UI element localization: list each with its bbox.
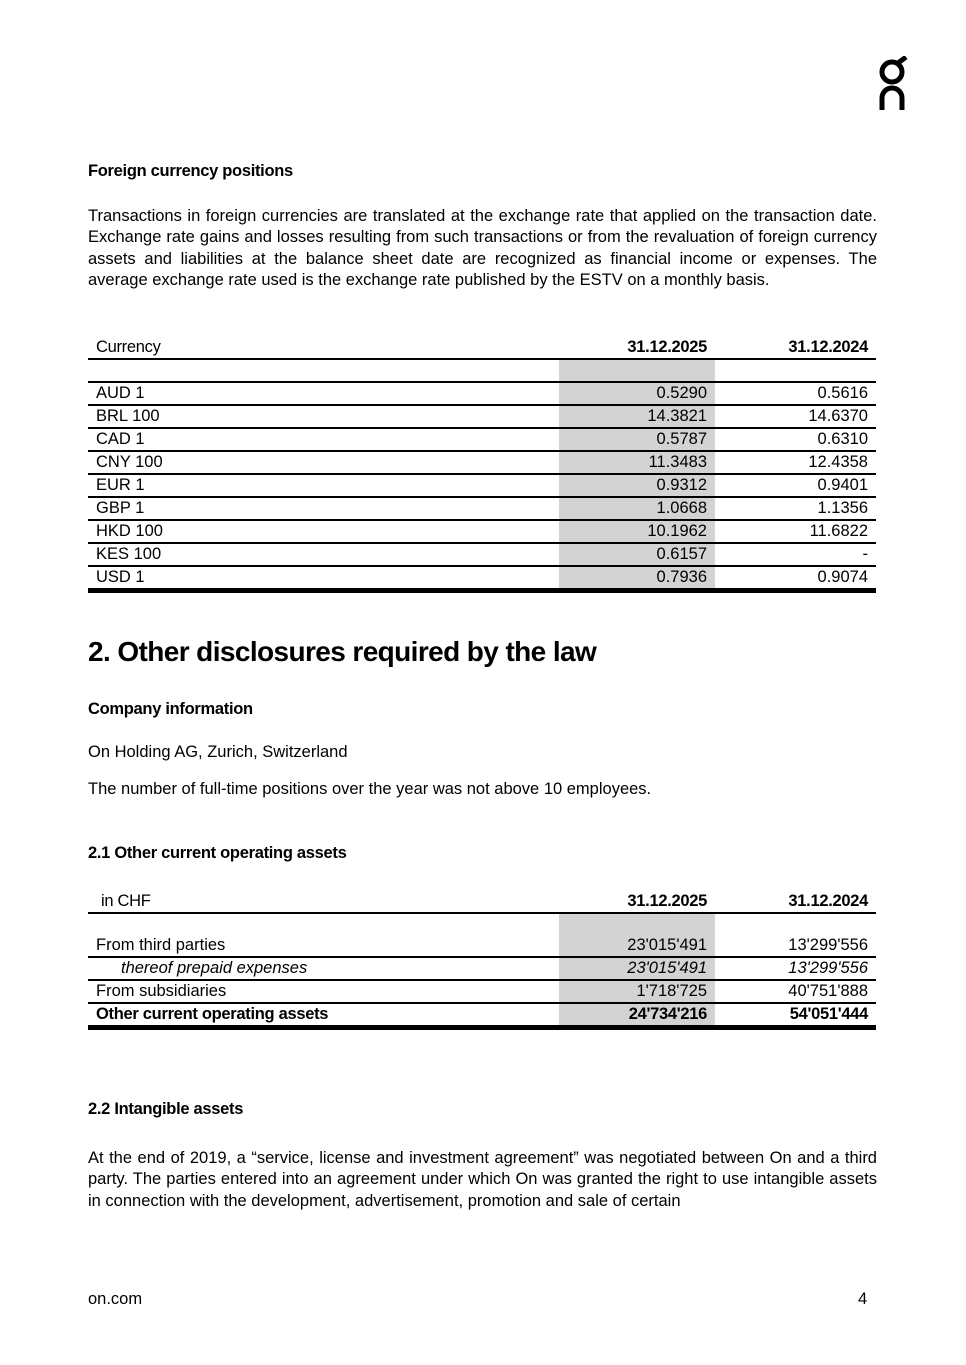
- value-2024: 13'299'556: [715, 957, 876, 980]
- column-header-unit: in CHF: [88, 891, 559, 913]
- value-2025: 11.3483: [559, 451, 715, 474]
- column-header-2025: 31.12.2025: [559, 337, 715, 359]
- on-logo-icon: [876, 56, 912, 112]
- other-assets-table: [88, 891, 876, 1030]
- value-2024: 1.1356: [715, 497, 876, 520]
- row-label: HKD 100: [88, 520, 559, 543]
- row-label: thereof prepaid expenses: [88, 957, 559, 980]
- currency-table: [88, 337, 876, 593]
- table-row: [88, 382, 876, 405]
- row-label: Other current operating assets: [88, 1003, 559, 1028]
- value-2025: 1.0668: [559, 497, 715, 520]
- table-row: [88, 474, 876, 497]
- company-info-title: Company information: [88, 700, 253, 718]
- table-row: [88, 957, 876, 980]
- table-row: [88, 497, 876, 520]
- value-2025: 0.7936: [559, 566, 715, 591]
- table-header-row: [88, 337, 876, 359]
- value-2025: 14.3821: [559, 405, 715, 428]
- value-2024: 40'751'888: [715, 980, 876, 1003]
- value-2025: 0.9312: [559, 474, 715, 497]
- value-2024: 0.9401: [715, 474, 876, 497]
- value-2025: 0.5787: [559, 428, 715, 451]
- row-label: From subsidiaries: [88, 980, 559, 1003]
- employees-line: The number of full-time positions over the year was not above 10 employees.: [88, 780, 652, 798]
- row-label: AUD 1: [88, 382, 559, 405]
- column-header-2024: 31.12.2024: [715, 891, 876, 913]
- column-header-2024: 31.12.2024: [715, 337, 876, 359]
- page-number: 4: [858, 1290, 868, 1308]
- footer-site: on.com: [88, 1290, 143, 1308]
- table-total-row: [88, 1003, 876, 1028]
- table-row: [88, 520, 876, 543]
- row-label: BRL 100: [88, 405, 559, 428]
- value-2025: 0.5290: [559, 382, 715, 405]
- table-row: [88, 543, 876, 566]
- column-header-currency: Currency: [88, 337, 559, 359]
- table-row: [88, 980, 876, 1003]
- value-2024: 54'051'444: [715, 1003, 876, 1028]
- foreign-currency-paragraph: Transactions in foreign currencies are translated at the exchange rate that applied on the transaction date. Exchange rate gains and losses resulting from such transactions or from the revaluation of foreign currency assets and liabilities at the balance sheet date are recognized as financial income or expenses. The average exchange rate used is the exchange rate published by the ESTV on a monthly basis.: [88, 207, 877, 290]
- other-assets-title: 2.1 Other current operating assets: [88, 844, 347, 862]
- value-2025: 23'015'491: [559, 957, 715, 980]
- value-2024: 14.6370: [715, 405, 876, 428]
- intangible-assets-title: 2.2 Intangible assets: [88, 1100, 244, 1118]
- value-2025: 24'734'216: [559, 1003, 715, 1028]
- table-header-row: [88, 891, 876, 913]
- value-2024: 0.6310: [715, 428, 876, 451]
- row-label: CAD 1: [88, 428, 559, 451]
- value-2024: 0.9074: [715, 566, 876, 591]
- value-2025: 1'718'725: [559, 980, 715, 1003]
- value-2025: 23'015'491: [559, 935, 715, 957]
- intangible-assets-paragraph: At the end of 2019, a “service, license and investment agreement” was negotiated between On and a third party. The parties entered into an agreement under which On was granted the right to use intangible assets in connection with the development, advertisement, promotion and sale of certain: [88, 1149, 877, 1210]
- table-row: [88, 566, 876, 591]
- value-2025: 10.1962: [559, 520, 715, 543]
- value-2025: 0.6157: [559, 543, 715, 566]
- value-2024: 0.5616: [715, 382, 876, 405]
- value-2024: 12.4358: [715, 451, 876, 474]
- row-label: CNY 100: [88, 451, 559, 474]
- row-label: EUR 1: [88, 474, 559, 497]
- company-info-line: On Holding AG, Zurich, Switzerland: [88, 743, 348, 761]
- row-label: KES 100: [88, 543, 559, 566]
- value-2024: 11.6822: [715, 520, 876, 543]
- section-heading: 2. Other disclosures required by the law: [88, 636, 597, 667]
- table-row: [88, 451, 876, 474]
- row-label: GBP 1: [88, 497, 559, 520]
- table-row: [88, 405, 876, 428]
- value-2024: -: [715, 543, 876, 566]
- row-label: USD 1: [88, 566, 559, 591]
- row-label: From third parties: [96, 936, 226, 954]
- table-row: [88, 935, 876, 957]
- table-row: [88, 428, 876, 451]
- section-title-foreign-currency: Foreign currency positions: [88, 162, 293, 180]
- value-2024: 13'299'556: [788, 936, 868, 954]
- column-header-2025: 31.12.2025: [559, 891, 715, 913]
